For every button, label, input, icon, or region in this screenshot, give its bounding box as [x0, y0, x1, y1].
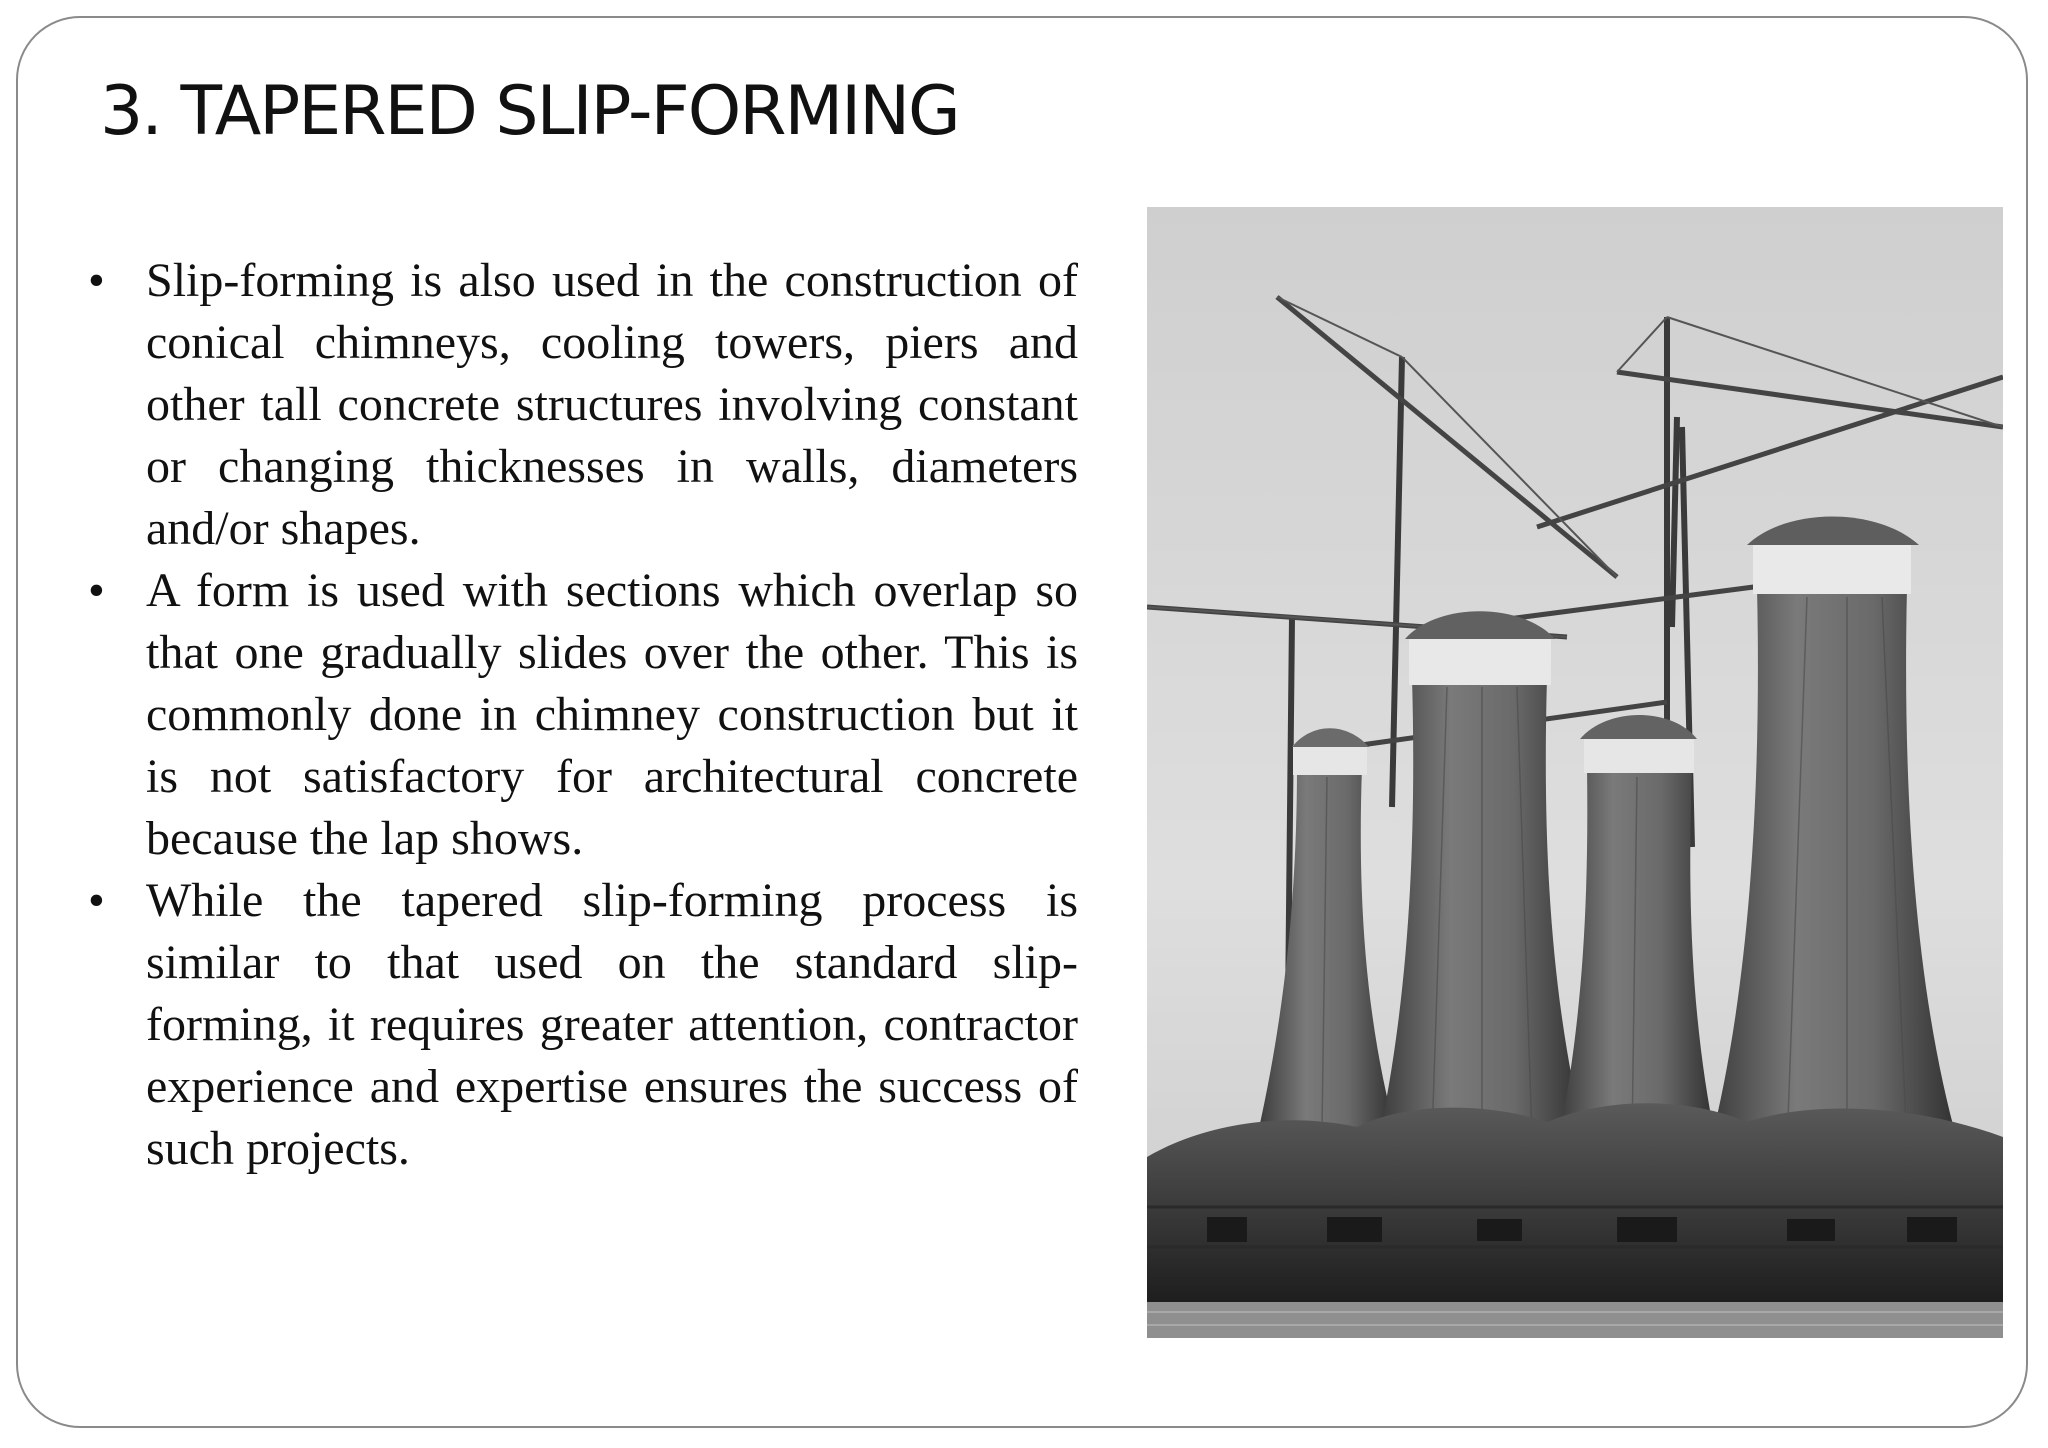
- slide-title: 3. TAPERED SLIP-FORMING: [100, 72, 959, 151]
- photo-illustration: [1147, 207, 2003, 1338]
- chimney-construction-photo: [1147, 207, 2003, 1338]
- bullet-marker: •: [88, 564, 105, 617]
- bullet-item-2: [78, 560, 1078, 870]
- bullet-text-1: Slip-forming is also used in the construction of conical chimneys, cooling towers, piers and other tall concrete structures involving constant or changing thicknesses in walls, diameters and/or shapes.: [146, 254, 1078, 555]
- bullet-marker: •: [88, 254, 105, 307]
- bullet-text-2: A form is used with sections which overlap so that one gradually slides over the other. This is commonly done in chimney construction but it is not satisfactory for architectural concrete because the lap shows.: [146, 564, 1078, 865]
- bullet-list: [78, 250, 1078, 1180]
- bullet-item-1: [78, 250, 1078, 560]
- bullet-marker: •: [88, 874, 105, 927]
- bullet-text-3: While the tapered slip-forming process is similar to that used on the standard slip-forming, it requires greater attention, contractor experience and expertise ensures the success of such projects.: [146, 874, 1078, 1175]
- bullet-item-3: [78, 870, 1078, 1180]
